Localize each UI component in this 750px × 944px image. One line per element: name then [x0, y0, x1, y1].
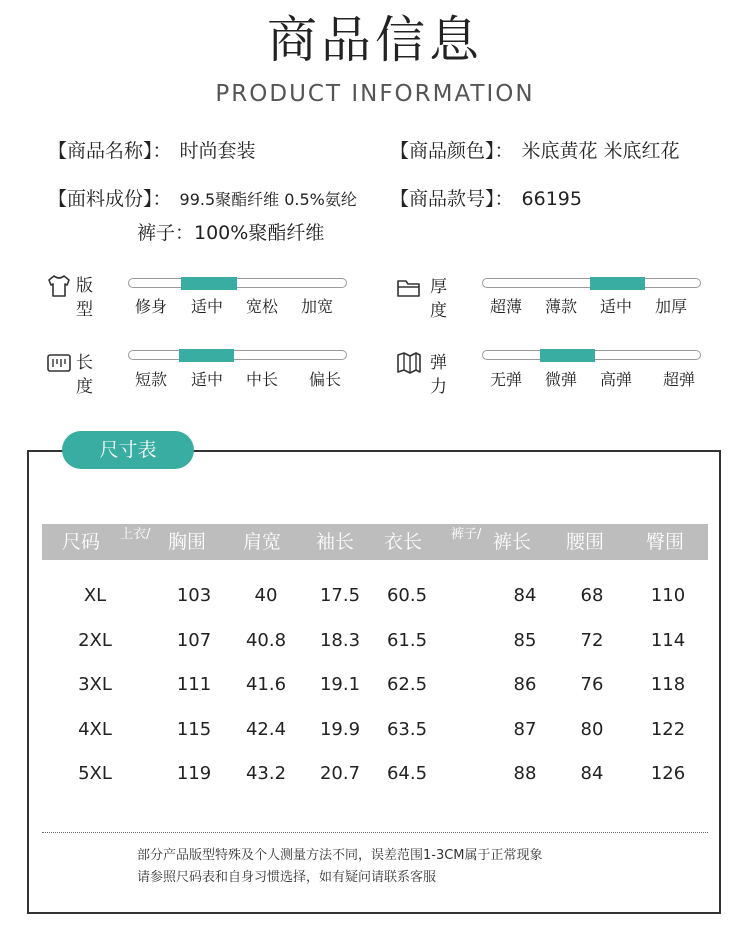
scale-tick: 薄款	[545, 297, 578, 316]
cell-shoulder: 42.4	[245, 719, 287, 740]
shirt-icon	[46, 273, 72, 299]
cell-top-length: 64.5	[386, 763, 428, 784]
cell-top-length: 61.5	[386, 630, 428, 651]
cell-hip: 122	[650, 719, 686, 740]
cell-hip: 110	[650, 585, 686, 606]
info-product-color	[390, 138, 680, 164]
elasticity-scale-track	[482, 350, 701, 360]
scale-tick: 加厚	[655, 297, 688, 316]
page-title: 商品信息	[267, 11, 483, 69]
cell-waist: 68	[580, 585, 604, 606]
cell-top-length: 63.5	[386, 719, 428, 740]
header-size: 尺码	[62, 531, 101, 553]
cell-pants-length: 84	[513, 585, 537, 606]
info-product-name	[48, 138, 256, 164]
info-value: 米底黄花 米底红花	[521, 140, 680, 162]
size-note-line: 请参照尺码表和自身习惯选择，如有疑问请联系客服	[137, 870, 437, 885]
scale-tick: 中长	[246, 370, 279, 389]
header-chest: 胸围	[168, 531, 207, 553]
scale-tick: 加宽	[301, 297, 334, 316]
cell-sleeve: 19.9	[319, 719, 361, 740]
cell-waist: 84	[580, 763, 604, 784]
header-shoulder: 肩宽	[243, 531, 282, 553]
cell-size: 5XL	[78, 763, 112, 784]
scale-tick: 适中	[191, 370, 224, 389]
header-hip: 臀围	[646, 531, 685, 553]
scale-tick: 偏长	[309, 370, 342, 389]
cell-chest: 103	[176, 585, 212, 606]
page-subtitle: PRODUCT INFORMATION	[215, 81, 535, 107]
header-sleeve: 袖长	[316, 531, 355, 553]
cell-pants-length: 85	[513, 630, 537, 651]
info-value: 99.5聚酯纤维 0.5%氨纶	[179, 190, 357, 209]
scale-tick: 超弹	[663, 370, 696, 389]
cell-size: 2XL	[78, 630, 112, 651]
info-label: 【商品颜色】：	[390, 140, 514, 162]
cell-sleeve: 19.1	[319, 674, 361, 695]
scale-tick: 短款	[135, 370, 168, 389]
size-table-tab: 尺寸表	[62, 431, 194, 469]
cell-top-length: 62.5	[386, 674, 428, 695]
cell-chest: 119	[176, 763, 212, 784]
cell-hip: 126	[650, 763, 686, 784]
header-top-length: 衣长	[384, 531, 423, 553]
info-model-number	[390, 186, 582, 212]
info-fabric-pants: 裤子：100%聚酯纤维	[137, 222, 325, 244]
thickness-scale-track	[482, 278, 701, 288]
cell-top-length: 60.5	[386, 585, 428, 606]
cell-pants-length: 87	[513, 719, 537, 740]
folder-icon	[396, 275, 422, 301]
cell-waist: 80	[580, 719, 604, 740]
thickness-scale-fill	[590, 277, 645, 290]
cell-shoulder: 40.8	[245, 630, 287, 651]
header-waist: 腰围	[566, 531, 605, 553]
info-fabric	[48, 186, 357, 213]
cell-hip: 114	[650, 630, 686, 651]
cell-shoulder: 41.6	[245, 674, 287, 695]
length-scale-track	[128, 350, 347, 360]
header-pants-group: 裤子/	[451, 527, 482, 542]
map-icon	[396, 350, 422, 376]
ruler-icon	[46, 350, 72, 376]
header-top-group: 上衣/	[120, 527, 151, 542]
cell-sleeve: 18.3	[319, 630, 361, 651]
scale-tick: 宽松	[246, 297, 279, 316]
cell-size: XL	[83, 585, 107, 606]
attribute-label: 长度	[76, 353, 93, 397]
elasticity-scale-fill	[540, 349, 595, 362]
info-label: 【商品款号】：	[390, 188, 514, 210]
attribute-label: 厚度	[430, 277, 447, 321]
cell-shoulder: 40	[254, 585, 278, 606]
info-label: 【面料成份】：	[48, 188, 172, 210]
info-value: 时尚套装	[179, 140, 256, 162]
cell-size: 3XL	[78, 674, 112, 695]
fit-scale-fill	[181, 277, 237, 290]
cell-chest: 107	[176, 630, 212, 651]
info-label: 【商品名称】：	[48, 140, 172, 162]
cell-pants-length: 86	[513, 674, 537, 695]
table-divider	[42, 832, 708, 833]
cell-size: 4XL	[78, 719, 112, 740]
cell-shoulder: 43.2	[245, 763, 287, 784]
cell-chest: 115	[176, 719, 212, 740]
cell-waist: 76	[580, 674, 604, 695]
cell-sleeve: 20.7	[319, 763, 361, 784]
info-value: 66195	[521, 188, 582, 210]
scale-tick: 高弹	[600, 370, 633, 389]
scale-tick: 微弹	[545, 370, 578, 389]
scale-tick: 适中	[191, 297, 224, 316]
cell-hip: 118	[650, 674, 686, 695]
cell-sleeve: 17.5	[319, 585, 361, 606]
scale-tick: 无弹	[490, 370, 523, 389]
scale-tick: 超薄	[490, 297, 523, 316]
cell-chest: 111	[176, 674, 212, 695]
cell-pants-length: 88	[513, 763, 537, 784]
scale-tick: 修身	[135, 297, 168, 316]
scale-tick: 适中	[600, 297, 633, 316]
size-note-line: 部分产品版型特殊及个人测量方法不同，误差范围1-3CM属于正常现象	[137, 848, 543, 863]
header-pants-length: 裤长	[493, 531, 532, 553]
attribute-label: 版型	[76, 276, 93, 320]
fit-scale-track	[128, 278, 347, 288]
length-scale-fill	[179, 349, 234, 362]
attribute-label: 弹力	[430, 353, 447, 397]
cell-waist: 72	[580, 630, 604, 651]
